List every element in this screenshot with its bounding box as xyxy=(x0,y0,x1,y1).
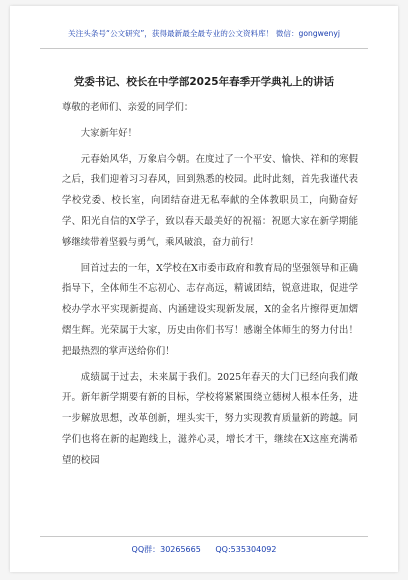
footer-divider xyxy=(40,536,368,537)
footer-qq: QQ:535304092 xyxy=(215,545,277,554)
body-paragraph: 元春始风华，万象启今朝。在度过了一个平安、愉快、祥和的寒假之后，我们迎着习习春风，回到熟悉的校园。此时此刻，首先我谨代表学校党委、校长室，向团结奋进无私奉献的全体教职员工，向勤奋好学、阳光自信的X学子，致以春天最美好的祝福：祝愿大家在新学期能够继续带着坚毅与勇气，乘风破浪，奋力前行！ xyxy=(62,153,358,248)
header-divider xyxy=(40,48,368,49)
salutation-paragraph: 尊敬的老师们、亲爱的同学们： xyxy=(62,102,194,113)
body-paragraph: 回首过去的一年，X学校在X市委市政府和教育局的坚强领导和正确指导下，全体师生不忘初心、志存高远，精诚团结，锐意进取，促进学校办学水平实现新提高、内涵建设实现新发展，X的金名片擦得更加熠熠生辉。光荣属于大家，历史由你们书写！感谢全体师生的努力付出！把最热烈的掌声送给你们！ xyxy=(62,262,358,357)
document-page xyxy=(10,6,398,572)
document-body xyxy=(62,98,358,477)
footer-qq-group: QQ群：30265665 xyxy=(131,545,201,554)
greeting-paragraph: 大家新年好！ xyxy=(80,127,138,139)
header-banner: 关注头条号“公文研究”，获得最新最全最专业的公文资料库！ 微信：gongwenyj xyxy=(68,29,340,38)
document-title: 党委书记、校长在中学部2025年春季开学典礼上的讲话 xyxy=(73,76,335,88)
body-paragraph: 成绩属于过去，未来属于我们。2025年春天的大门已经向我们敞开。新年新学期要有新的目标，学校将紧紧围绕立德树人根本任务，进一步解放思想，改革创新，埋头实干，努力实现教育质量新的跨越。同学们也将在新的起跑线上，滋养心灵，增长才干，继续在X这座充满希望的校园 xyxy=(62,371,358,466)
footer xyxy=(10,544,398,555)
